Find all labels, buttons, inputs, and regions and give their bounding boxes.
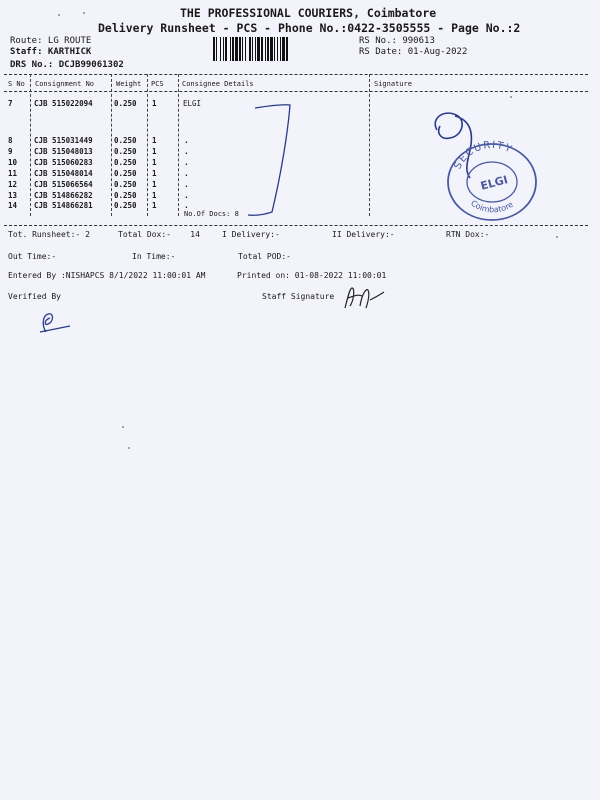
header-weight: Weight (116, 80, 142, 88)
row-consignment: CJB 515066564 (34, 180, 93, 189)
verified-by: Verified By (8, 292, 61, 301)
route: Route: LG ROUTE (10, 36, 92, 46)
staff-signature (340, 284, 390, 314)
svg-text:SECURITY: SECURITY (452, 139, 515, 172)
header-sno: S No (8, 80, 25, 88)
barcode (213, 37, 353, 61)
scan-speck (122, 426, 124, 428)
row-sno: 10 (8, 158, 18, 167)
row-sno: 9 (8, 147, 13, 156)
row-weight: 0.250 (114, 136, 137, 145)
no-of-docs: No.Of Docs: 8 (184, 210, 239, 218)
row-sno: 12 (8, 180, 18, 189)
row-consignee: . (184, 147, 189, 156)
row-consignment: CJB 515048013 (34, 147, 93, 156)
verifier-signature (36, 308, 76, 336)
row-pcs: 1 (152, 136, 157, 145)
row-consignment: CJB 515048014 (34, 169, 93, 178)
header-signature: Signature (374, 80, 412, 88)
runsheet-title: Delivery Runsheet - PCS - Phone No.:0422-3505555 - Page No.:2 (98, 21, 521, 35)
row-weight: 0.250 (114, 169, 137, 178)
header-consignee: Consignee Details (182, 80, 254, 88)
row-pcs: 1 (152, 147, 157, 156)
table-header-rule (4, 91, 588, 92)
row-pcs: 1 (152, 169, 157, 178)
ii-delivery: II Delivery:- (332, 230, 395, 239)
table-bottom-rule (4, 225, 588, 226)
total-dox: Total Dox:- 14 (118, 230, 200, 239)
row-pcs: 1 (152, 201, 157, 210)
row-pcs: 1 (152, 180, 157, 189)
in-time: In Time:- (132, 252, 176, 261)
table-top-rule (4, 74, 588, 75)
company-name: THE PROFESSIONAL COURIERS, Coimbatore (180, 6, 437, 20)
row-weight: 0.250 (114, 158, 137, 167)
row-consignee: ELGI (183, 99, 202, 108)
header-pcs: PCS (151, 80, 164, 88)
out-time: Out Time:- (8, 252, 57, 261)
printed-on: Printed on: 01-08-2022 11:00:01 (237, 271, 387, 280)
col-divider (147, 74, 148, 216)
col-divider (30, 74, 31, 216)
scan-speck (556, 236, 558, 238)
i-delivery: I Delivery:- (222, 230, 280, 239)
row-consignee: . (184, 180, 189, 189)
row-weight: 0.250 (114, 201, 137, 210)
col-divider (369, 74, 370, 216)
total-pod: Total POD:- (238, 252, 291, 261)
svg-text:Coimbatore: Coimbatore (469, 198, 515, 215)
row-consignee: . (184, 169, 189, 178)
col-divider (111, 74, 112, 216)
row-consignment: CJB 515060283 (34, 158, 93, 167)
row-consignment: CJB 515022094 (34, 99, 93, 108)
scan-speck (83, 12, 85, 14)
row-sno: 7 (8, 99, 13, 108)
scan-speck (510, 96, 512, 98)
row-pcs: 1 (152, 191, 157, 200)
row-consignment: CJB 514866282 (34, 191, 93, 200)
scan-speck (58, 14, 60, 16)
row-weight: 0.250 (114, 147, 137, 156)
row-consignee: . (184, 191, 189, 200)
row-pcs: 1 (152, 99, 157, 108)
tot-runsheet: Tot. Runsheet:- 2 (8, 230, 90, 239)
barcode-bar (288, 37, 289, 61)
staff: Staff: KARTHICK (10, 47, 92, 57)
elgi-security-stamp (440, 132, 540, 222)
row-consignee: . (184, 136, 189, 145)
rs-date: RS Date: 01-Aug-2022 (359, 47, 468, 57)
row-consignment: CJB 515031449 (34, 136, 93, 145)
row-pcs: 1 (152, 158, 157, 167)
row-consignee: . (184, 158, 189, 167)
col-divider (178, 74, 179, 216)
header-consignment: Consignment No (35, 80, 95, 88)
drs-number: DRS No.: DCJB99061302 (10, 60, 124, 70)
row-sno: 14 (8, 201, 18, 210)
entered-by: Entered By :NISHAPCS 8/1/2022 11:00:01 AM (8, 271, 206, 280)
row-weight: 0.250 (114, 191, 137, 200)
row-sno: 13 (8, 191, 18, 200)
row-weight: 0.250 (114, 99, 137, 108)
rtn-dox: RTN Dox:- (446, 230, 490, 239)
row-weight: 0.250 (114, 180, 137, 189)
row-sno: 11 (8, 169, 18, 178)
row-sno: 8 (8, 136, 13, 145)
row-consignee: . (184, 201, 189, 210)
svg-text:ELGI: ELGI (479, 173, 510, 193)
row-consignment: CJB 514866281 (34, 201, 93, 210)
scan-speck (128, 447, 130, 449)
staff-signature-label: Staff Signature (262, 292, 335, 301)
rs-number: RS No.: 990613 (359, 36, 435, 46)
